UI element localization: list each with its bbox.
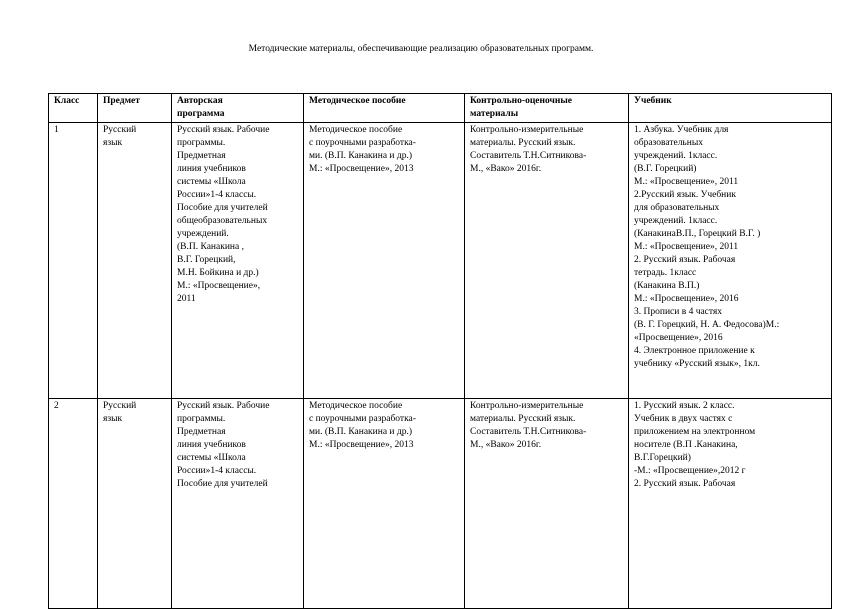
cell-program: Русский язык. Рабочие программы. Предметная линия учебников системы «Школа России»1-4 классы. Пособие для учителей [172,399,304,609]
table-header-row [49,94,832,123]
cell-method: Методическое пособие с поурочными разработка- ми. (В.П. Канакина и др.) М.: «Просвещение», 2013 [304,123,465,399]
cell-class: 1 [49,123,98,399]
header-assessment: Контрольно-оценочные материалы [465,94,629,123]
table-row [49,123,832,399]
cell-subject: Русский язык [98,399,172,609]
cell-textbook: 1. Русский язык. 2 класс. Учебник в двух частях с приложением на электронном носителе (В.П .Канакина, В.Г.Горецкий) -М.: «Просвещение»,2012 г 2. Русский язык. Рабочая [629,399,832,609]
header-program: Авторская программа [172,94,304,123]
cell-textbook: 1. Азбука. Учебник для образовательных учреждений. 1класс. (В.Г. Горецкий) М.: «Просвещение», 2011 2.Русский язык. Учебник для образовательных учреждений. 1класс. (КанакинаВ.П., Горецкий В.Г. ) М.: «Просвещение», 2011 2. Русский язык. Рабочая тетрадь. 1класс (Канакина В.П.) М.: «Просвещение», 2016 3. Прописи в 4 частях (В. Г. Горецкий, Н. А. Федосова)М.: «Просвещение», 2016 4. Электронное приложение к учебнику «Русский язык», 1кл. [629,123,832,399]
cell-subject: Русский язык [98,123,172,399]
cell-assessment: Контрольно-измерительные материалы. Русский язык. Составитель Т.Н.Ситникова- М., «Вако» 2016г. [465,123,629,399]
header-textbook: Учебник [629,94,832,123]
table-row [49,399,832,609]
cell-method: Методическое пособие с поурочными разработка- ми. (В.П. Канакина и др.) М.: «Просвещение», 2013 [304,399,465,609]
page-title: Методические материалы, обеспечивающие реализацию образовательных программ. [248,44,594,54]
cell-program: Русский язык. Рабочие программы. Предметная линия учебников системы «Школа России»1-4 классы. Пособие для учителей общеобразовательных учреждений. (В.П. Канакина , В.Г. Горецкий, М.Н. Бойкина и др.) М.: «Просвещение», 2011 [172,123,304,399]
materials-table [48,93,832,609]
cell-assessment: Контрольно-измерительные материалы. Русский язык. Составитель Т.Н.Ситникова- М., «Вако» 2016г. [465,399,629,609]
cell-class: 2 [49,399,98,609]
header-subject: Предмет [98,94,172,123]
header-class: Класс [49,94,98,123]
header-method: Методическое пособие [304,94,465,123]
